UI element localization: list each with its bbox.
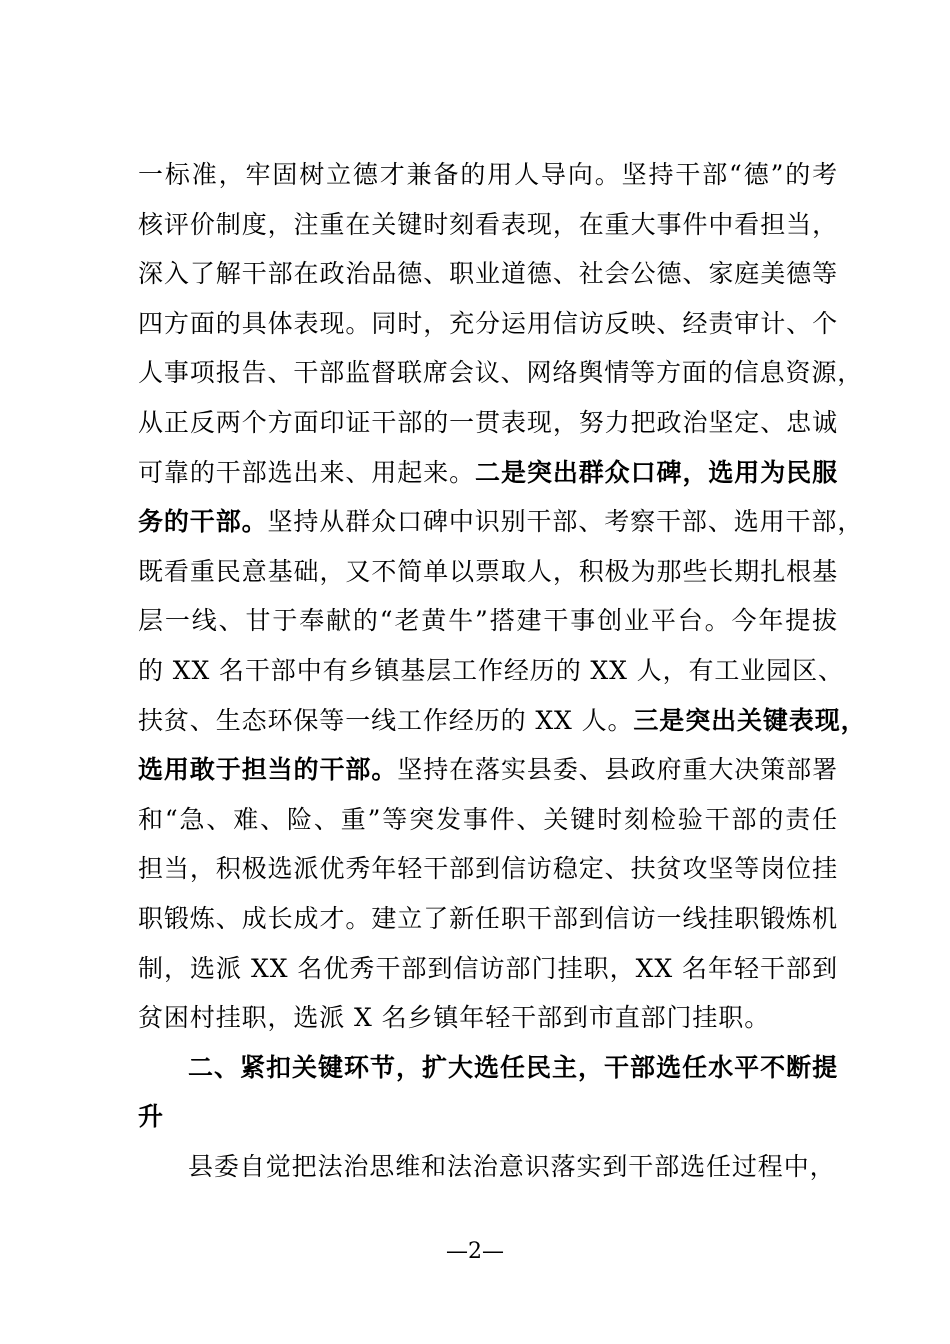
text-line-mixed <box>138 497 864 547</box>
text-line: 县委自觉把法治思维和法治意识落实到干部选任过程中， <box>188 1151 836 1181</box>
text-run: 扶贫、生态环保等一线工作经历的 XX 人。 <box>138 705 634 735</box>
bold-run: 二是突出群众口碑，选用为民服 <box>475 457 838 487</box>
text-line: 和“急、难、险、重”等突发事件、关键时刻检验干部的责任 <box>138 804 838 834</box>
text-line: 的 XX 名干部中有乡镇基层工作经历的 XX 人，有工业园区、 <box>138 655 844 685</box>
text-line-mixed <box>138 448 838 498</box>
text-line: 贫困村挂职，选派 X 名乡镇年轻干部到市直部门挂职。 <box>138 1003 771 1033</box>
text-line: 制，选派 XX 名优秀干部到信访部门挂职，XX 名年轻干部到 <box>138 953 838 983</box>
text-line: 四方面的具体表现。同时，充分运用信访反映、经责审计、个 <box>138 308 838 338</box>
section-heading-continued: 升 <box>138 1102 164 1132</box>
page-number: —2— <box>446 1239 504 1264</box>
text-line: 层一线、甘于奉献的“老黄牛”搭建干事创业平台。今年提拔 <box>138 606 838 636</box>
text-line: 核评价制度，注重在关键时刻看表现，在重大事件中看担当， <box>138 209 838 239</box>
text-line: 人事项报告、干部监督联席会议、网络舆情等方面的信息资源， <box>138 358 864 388</box>
text-line-mixed <box>138 696 867 746</box>
text-line: 从正反两个方面印证干部的一贯表现，努力把政治坚定、忠诚 <box>138 407 838 437</box>
text-line-mixed <box>138 745 838 795</box>
text-line: 深入了解干部在政治品德、职业道德、社会公德、家庭美德等 <box>138 259 838 289</box>
text-line: 一标准，牢固树立德才兼备的用人导向。坚持干部“德”的考 <box>138 160 838 189</box>
text-line: 担当，积极选派优秀年轻干部到信访稳定、扶贫攻坚等岗位挂 <box>138 854 838 884</box>
bold-run: 务的干部。 <box>138 507 268 537</box>
bold-run: 三是突出关键表现， <box>633 705 867 735</box>
section-heading: 二、紧扣关键环节，扩大选任民主，干部选任水平不断提 <box>188 1052 838 1082</box>
bold-run: 选用敢于担当的干部。 <box>138 755 398 785</box>
text-line: 既看重民意基础，又不简单以票取人，积极为那些长期扎根基 <box>138 556 838 586</box>
body-text <box>138 150 867 1191</box>
text-line: 职锻炼、成长成才。建立了新任职干部到信访一线挂职锻炼机 <box>138 903 838 933</box>
text-run: 坚持从群众口碑中识别干部、考察干部、选用干部， <box>267 507 864 537</box>
text-run: 可靠的干部选出来、用起来。 <box>138 457 476 487</box>
text-run: 坚持在落实县委、县政府重大决策部署 <box>397 755 838 785</box>
